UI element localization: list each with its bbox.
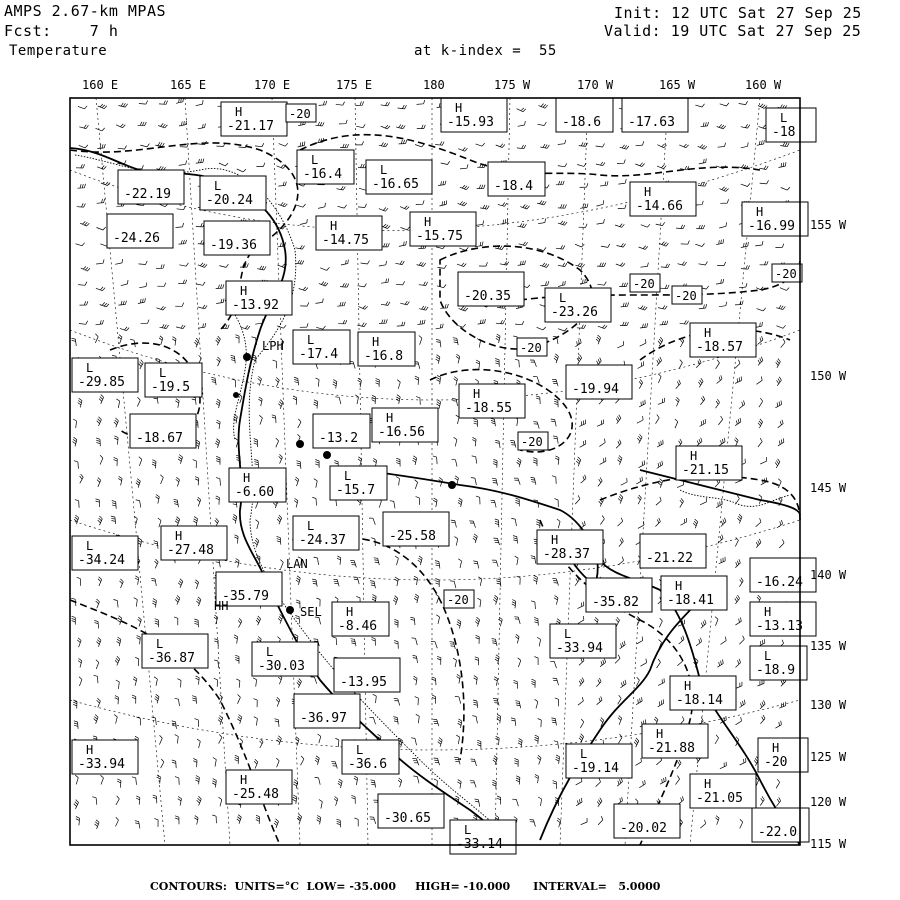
- extremum-box: [586, 578, 652, 612]
- low-marker: L: [356, 743, 364, 757]
- extremum-value: -19.36: [210, 238, 257, 253]
- extremum-box: [72, 536, 138, 570]
- extremum-value: -18.67: [136, 431, 183, 446]
- extremum-value: -36.97: [300, 711, 347, 726]
- extremum-value: -17.4: [299, 347, 339, 362]
- high-marker: H: [690, 449, 698, 463]
- extremum-box: [226, 770, 292, 804]
- high-marker: H: [86, 743, 94, 757]
- header-model: AMPS 2.67-km MPAS: [4, 2, 167, 20]
- extremum-box: [204, 221, 270, 255]
- extremum-value: -30.65: [384, 811, 431, 826]
- low-marker: L: [266, 645, 274, 659]
- extremum-value: -25.58: [389, 529, 436, 544]
- svg-text:-20: -20: [675, 289, 697, 303]
- extremum-value: -35.82: [592, 595, 639, 610]
- svg-text:-20: -20: [775, 267, 797, 281]
- extremum-value: -22.0: [758, 825, 798, 840]
- high-marker: H: [330, 219, 338, 233]
- extremum-box: [118, 170, 184, 204]
- extremum-box: [566, 365, 632, 399]
- station-label: LPH: [262, 339, 284, 353]
- low-marker: L: [559, 291, 567, 305]
- extremum-box: [72, 740, 138, 774]
- high-marker: H: [455, 101, 463, 115]
- extremum-box: [72, 358, 138, 392]
- high-marker: H: [372, 335, 380, 349]
- extremum-value: -16.4: [303, 167, 343, 182]
- high-marker: H: [240, 773, 248, 787]
- extremum-value: -25.48: [232, 787, 279, 802]
- extremum-value: -20: [764, 755, 788, 770]
- extremum-value: -18.14: [676, 693, 723, 708]
- extremum-box: [690, 323, 756, 357]
- svg-text:-20: -20: [521, 435, 543, 449]
- header-init: Init: 12 UTC Sat 27 Sep 25: [614, 4, 862, 22]
- extrema-boxes: [72, 98, 816, 854]
- extremum-box: [107, 214, 173, 248]
- extremum-value: -36.87: [148, 651, 195, 666]
- extremum-box: [622, 98, 688, 132]
- header-field: Temperature: [9, 43, 108, 59]
- low-marker: L: [86, 539, 94, 553]
- header-level: at k-index = 55: [414, 43, 557, 59]
- extremum-value: -21.15: [682, 463, 729, 478]
- extremum-box: [545, 288, 611, 322]
- extremum-box: [488, 162, 545, 196]
- lat-label-1: 155 W: [810, 218, 847, 232]
- extremum-value: -28.37: [543, 547, 590, 562]
- lon-label-6: 175 W: [494, 78, 531, 92]
- low-marker: L: [307, 333, 315, 347]
- high-marker: H: [240, 284, 248, 298]
- extremum-box: [200, 176, 266, 210]
- lon-label-3: 170 E: [254, 78, 291, 92]
- extremum-box: [378, 794, 444, 828]
- extremum-box: [750, 558, 816, 592]
- extremum-box: [566, 744, 632, 778]
- svg-text:-20: -20: [633, 277, 655, 291]
- extremum-box: [640, 534, 706, 568]
- extremum-box: [441, 98, 507, 132]
- extremum-value: -34.24: [78, 553, 125, 568]
- extremum-value: -14.75: [322, 233, 369, 248]
- extremum-box: [316, 216, 382, 250]
- extremum-box: [294, 694, 360, 728]
- extremum-value: -19.5: [151, 380, 191, 395]
- extremum-value: -13.95: [340, 675, 387, 690]
- extremum-value: -27.48: [167, 543, 214, 558]
- extremum-value: -14.66: [636, 199, 683, 214]
- extremum-box: [332, 602, 389, 636]
- extremum-box: [142, 634, 208, 668]
- extremum-box: [614, 804, 680, 838]
- extremum-value: -30.03: [258, 659, 305, 674]
- extremum-box: [556, 98, 613, 132]
- low-marker: L: [380, 163, 388, 177]
- high-marker: H: [644, 185, 652, 199]
- svg-text:-20: -20: [520, 341, 542, 355]
- svg-text:-20: -20: [289, 107, 311, 121]
- high-marker: H: [756, 205, 764, 219]
- extremum-box: [221, 102, 287, 136]
- lat-label-5: 135 W: [810, 639, 847, 653]
- extremum-box: [313, 414, 370, 448]
- extremum-value: -20.35: [464, 289, 511, 304]
- extremum-value: -18.55: [465, 401, 512, 416]
- svg-text:-20: -20: [447, 593, 469, 607]
- high-marker: H: [235, 105, 243, 119]
- extremum-value: -15.93: [447, 115, 494, 130]
- high-marker: H: [772, 741, 780, 755]
- high-marker: H: [704, 326, 712, 340]
- extremum-value: -16.56: [378, 425, 425, 440]
- extremum-value: -35.79: [222, 589, 269, 604]
- low-marker: L: [464, 823, 472, 837]
- low-marker: L: [311, 153, 319, 167]
- extremum-box: [676, 446, 742, 480]
- extremum-value: -13.13: [756, 619, 803, 634]
- extremum-value: -22.19: [124, 187, 171, 202]
- extremum-value: -21.22: [646, 551, 693, 566]
- extremum-box: [410, 212, 476, 246]
- lat-label-9: 115 W: [810, 837, 847, 851]
- extremum-box: [537, 530, 603, 564]
- lat-label-2: 150 W: [810, 369, 847, 383]
- extremum-value: -20.24: [206, 193, 253, 208]
- extremum-value: -18: [772, 125, 796, 140]
- low-marker: L: [580, 747, 588, 761]
- high-marker: H: [424, 215, 432, 229]
- extremum-value: -24.37: [299, 533, 346, 548]
- extremum-value: -18.41: [667, 593, 714, 608]
- header-forecast: Fcst: 7 h: [4, 22, 119, 40]
- extremum-value: -15.7: [336, 483, 376, 498]
- extremum-box: [334, 658, 400, 692]
- extremum-value: -16.65: [372, 177, 419, 192]
- extremum-box: [372, 408, 438, 442]
- extremum-box: [229, 468, 286, 502]
- extremum-value: -18.9: [756, 663, 796, 678]
- extremum-box: [383, 512, 449, 546]
- lat-label-7: 125 W: [810, 750, 847, 764]
- low-marker: L: [156, 637, 164, 651]
- high-marker: H: [243, 471, 251, 485]
- lon-label-7: 170 W: [577, 78, 614, 92]
- extremum-value: -19.14: [572, 761, 619, 776]
- lat-label-3: 145 W: [810, 481, 847, 495]
- extremum-box: [690, 774, 756, 808]
- extremum-box: [766, 108, 816, 142]
- extremum-box: [366, 160, 432, 194]
- high-marker: H: [346, 605, 354, 619]
- lon-label-2: 165 E: [170, 78, 207, 92]
- high-marker: H: [656, 727, 664, 741]
- extremum-value: -6.60: [235, 485, 275, 500]
- contour-label: [286, 104, 316, 122]
- extremum-box: [293, 516, 359, 550]
- low-marker: L: [564, 627, 572, 641]
- footer-contours: CONTOURS: UNITS=°C LOW= -35.000 HIGH= -10.000 INTERVAL= 5.0000: [150, 880, 661, 893]
- extremum-value: -13.92: [232, 298, 279, 313]
- extremum-value: -23.26: [551, 305, 598, 320]
- contour-label: [444, 590, 474, 608]
- high-marker: H: [175, 529, 183, 543]
- extremum-box: [161, 526, 227, 560]
- lon-label-1: 160 E: [82, 78, 119, 92]
- extremum-box: [458, 272, 524, 306]
- low-marker: L: [344, 469, 352, 483]
- high-marker: H: [764, 605, 772, 619]
- extremum-box: [630, 182, 696, 216]
- lon-label-4: 175 E: [336, 78, 373, 92]
- contour-label: [772, 264, 802, 282]
- lon-label-8: 165 W: [659, 78, 696, 92]
- lat-label-4: 140 W: [810, 568, 847, 582]
- extremum-value: -33.94: [78, 757, 125, 772]
- header-valid: Valid: 19 UTC Sat 27 Sep 25: [604, 22, 862, 40]
- extremum-box: [226, 281, 292, 315]
- extremum-value: -19.94: [572, 382, 619, 397]
- station-label: HH: [214, 599, 229, 613]
- extremum-box: [130, 414, 196, 448]
- lon-label-9: 160 W: [745, 78, 782, 92]
- lat-label-6: 130 W: [810, 698, 847, 712]
- extremum-value: -36.6: [348, 757, 388, 772]
- low-marker: L: [307, 519, 315, 533]
- low-marker: L: [86, 361, 94, 375]
- contour-label: [517, 338, 547, 356]
- extremum-box: [342, 740, 399, 774]
- extremum-value: -29.85: [78, 375, 125, 390]
- extremum-box: [145, 363, 202, 397]
- extremum-value: -33.14: [456, 837, 503, 852]
- extremum-box: [358, 332, 415, 366]
- low-marker: L: [214, 179, 222, 193]
- extremum-value: -20.02: [620, 821, 667, 836]
- extremum-box: [330, 466, 387, 500]
- extremum-value: -18.4: [494, 179, 534, 194]
- extremum-box: [642, 724, 708, 758]
- extremum-value: -15.75: [416, 229, 463, 244]
- extremum-box: [750, 646, 807, 680]
- extremum-value: -33.94: [556, 641, 603, 656]
- station-label: SEL: [300, 605, 322, 619]
- low-marker: L: [764, 649, 772, 663]
- extremum-box: [297, 150, 354, 184]
- extremum-value: -18.6: [562, 115, 602, 130]
- extremum-box: [252, 642, 318, 676]
- extremum-box: [293, 330, 350, 364]
- extremum-value: -17.63: [628, 115, 675, 130]
- lon-label-5: 180: [423, 78, 445, 92]
- contour-label: [672, 286, 702, 304]
- extremum-value: -21.05: [696, 791, 743, 806]
- lat-label-8: 120 W: [810, 795, 847, 809]
- extremum-value: -16.99: [748, 219, 795, 234]
- extremum-value: -24.26: [113, 231, 160, 246]
- extremum-value: -13.2: [319, 431, 359, 446]
- extremum-value: -16.24: [756, 575, 803, 590]
- contour-label: [630, 274, 660, 292]
- station-label: LAN: [286, 557, 308, 571]
- extremum-box: [661, 576, 727, 610]
- extremum-box: [550, 624, 616, 658]
- high-marker: H: [684, 679, 692, 693]
- low-marker: L: [780, 111, 788, 125]
- extremum-box: [450, 820, 516, 854]
- extremum-value: -8.46: [338, 619, 378, 634]
- extremum-box: [459, 384, 525, 418]
- high-marker: H: [473, 387, 481, 401]
- extremum-value: -21.17: [227, 119, 274, 134]
- extremum-value: -16.8: [364, 349, 404, 364]
- low-marker: L: [159, 366, 167, 380]
- high-marker: H: [386, 411, 394, 425]
- extremum-value: -18.57: [696, 340, 743, 355]
- high-marker: H: [675, 579, 683, 593]
- high-marker: H: [704, 777, 712, 791]
- extremum-value: -21.88: [648, 741, 695, 756]
- contour-label: [518, 432, 548, 450]
- high-marker: H: [551, 533, 559, 547]
- extremum-box: [750, 602, 816, 636]
- extremum-box: [742, 202, 808, 236]
- extremum-box: [670, 676, 736, 710]
